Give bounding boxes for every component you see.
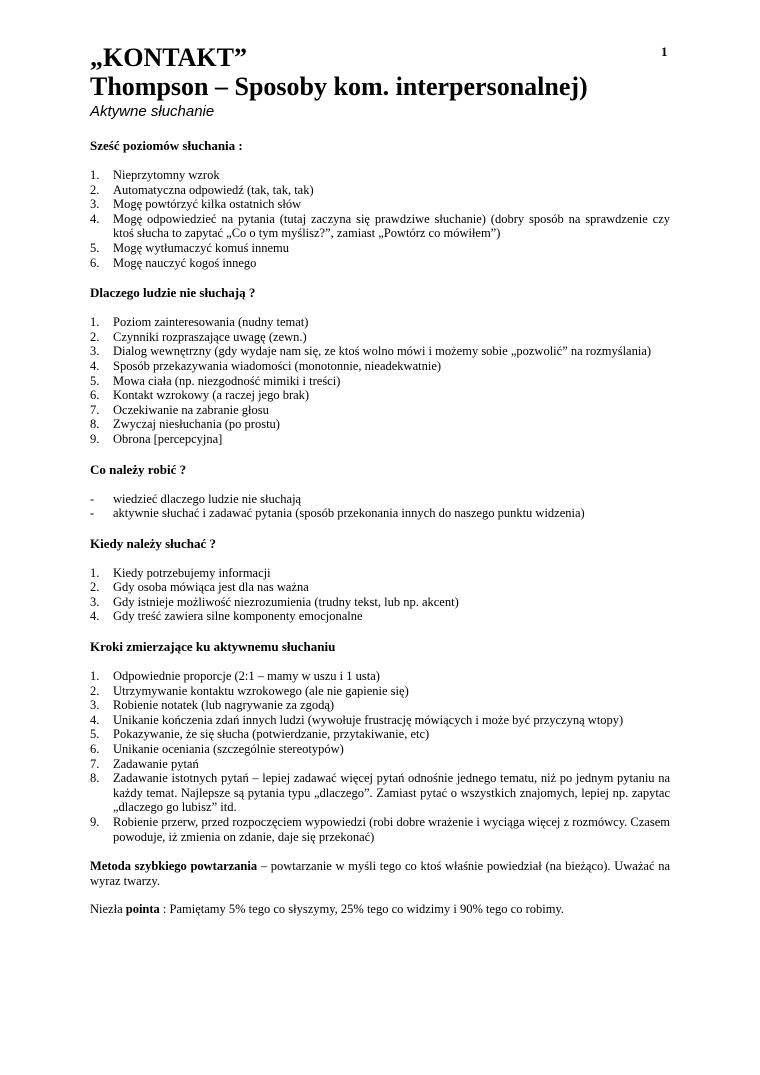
list-item-text: Oczekiwanie na zabranie głosu [113,402,269,417]
list-item [90,432,670,447]
list-item [90,713,670,728]
list-item-text: Unikanie kończenia zdań innych ludzi (wywołuje frustrację mówiących i może być przyczyną wtopy) [113,712,624,727]
point-paragraph [90,902,670,917]
list-item [90,669,670,684]
list-item-text: Obrona [percepcyjna] [113,431,223,446]
point-term: pointa [125,902,160,917]
page-number: 1 [661,44,668,59]
list-item-text: Czynniki rozpraszające uwagę (zewn.) [113,329,307,344]
list-item-number: 8. [90,417,100,432]
list-item [90,742,670,757]
list-item [90,330,670,345]
list-item-text: Pokazywanie, że się słucha (potwierdzanie, przytakiwanie, etc) [113,727,430,742]
list-item [90,566,670,581]
list-listening-levels [90,168,670,270]
list-item-number: - [90,491,95,506]
list-item-number: 2. [90,580,100,595]
list-item-number: 9. [90,431,100,446]
list-item [90,374,670,389]
list-item [90,417,670,432]
list-item [90,727,670,742]
list-item-number: 3. [90,197,100,212]
list-item-number: 2. [90,329,100,344]
list-item [90,595,670,610]
list-item [90,241,670,256]
list-active-listening-steps [90,669,670,844]
list-item-number: 5. [90,240,100,255]
list-item-number: 5. [90,727,100,742]
method-term: Metoda szybkiego powtarzania [90,859,258,874]
list-item-text: aktywnie słuchać i zadawać pytania (sposób przekonania innych do naszego punktu widzenia) [113,506,585,521]
method-paragraph [90,859,670,888]
list-item [90,403,670,418]
list-item-number: 4. [90,358,100,373]
list-item-number: 4. [90,712,100,727]
list-item [90,506,670,521]
document-body [90,44,670,931]
list-item-number: 2. [90,683,100,698]
list-item-text: Odpowiednie proporcje (2:1 – mamy w uszu i 1 usta) [113,669,380,684]
list-item-text: Dialog wewnętrzny (gdy wydaje nam się, ze ktoś wolno mówi i możemy sobie „pozwolić” na rozmyślania) [113,344,652,359]
list-item [90,609,670,624]
list-item-number: 1. [90,315,100,330]
list-item-text: Gdy osoba mówiąca jest dla nas ważna [113,580,309,595]
list-item [90,344,670,359]
list-item [90,256,670,271]
section-heading-listening-levels: Sześć poziomów słuchania : [90,138,243,153]
list-item [90,197,670,212]
list-item-number: 6. [90,388,100,403]
point-text: : Pamiętamy 5% tego co słyszymy, 25% tego co widzimy i 90% tego co robimy. [159,902,565,917]
list-item [90,698,670,713]
document-subtitle-heading: Thompson – Sposoby kom. interpersonalnej) [90,72,588,101]
list-item-number: - [90,506,95,521]
list-item-number: 9. [90,815,100,829]
list-item-text: Utrzymywanie kontaktu wzrokowego (ale nie gapienie się) [113,683,409,698]
list-item-text: Poziom zainteresowania (nudny temat) [113,315,309,330]
list-item-number: 3. [90,344,100,359]
list-item-text: Zwyczaj niesłuchania (po prostu) [113,417,280,432]
list-item-text: Gdy treść zawiera silne komponenty emocjonalne [113,609,363,624]
list-item-text: Nieprzytomny wzrok [113,168,220,182]
list-item-number: 1. [90,565,100,580]
list-item-number: 8. [90,771,100,786]
section-heading-why-not-listen: Dlaczego ludzie nie słuchają ? [90,285,256,301]
list-item [90,183,670,198]
list-item-text: Mogę odpowiedzieć na pytania (tutaj zaczyna się prawdziwe słuchanie) (dobry sposób na sprawdzenie czy ktoś słucha to zapytać „Co o tym myślisz?”, zamiast „Powtórz co mówiłem”) [113,211,670,241]
list-item-number: 7. [90,402,100,417]
list-item [90,359,670,374]
list-why-not-listen [90,315,670,446]
point-prefix: Niezła [90,902,126,917]
list-item-number: 3. [90,698,100,713]
list-item-number: 4. [90,609,100,624]
list-item [90,315,670,330]
list-item-number: 1. [90,669,100,684]
list-item-text: Robienie notatek (lub nagrywanie za zgodą) [113,698,335,713]
list-item-text: Zadawanie istotnych pytań – lepiej zadawać więcej pytań odnośnie jednego tematu, niż po jednym pytaniu na każdy temat. Najlepsze są pytania typu „dlaczego”. Zamiast pytać o wszystkich znajomych, lepiej np. zapytac „dlaczego go lubisz” itd. [113,771,670,815]
list-item-text: Mogę wytłumaczyć komuś innemu [113,240,290,255]
list-item-text: wiedzieć dlaczego ludzie nie słuchają [113,491,302,506]
list-item-text: Automatyczna odpowiedź (tak, tak, tak) [113,182,314,197]
list-item [90,757,670,772]
list-item [90,815,670,844]
list-item-text: Kontakt wzrokowy (a raczej jego brak) [113,388,310,403]
list-item [90,684,670,699]
list-item-text: Kiedy potrzebujemy informacji [113,565,271,580]
list-item-text: Zadawanie pytań [113,756,199,771]
list-what-to-do [90,492,670,521]
list-when-to-listen [90,566,670,624]
list-item-text: Gdy istnieje możliwość niezrozumienia (trudny tekst, lub np. akcent) [113,594,459,609]
list-item-number: 2. [90,182,100,197]
list-item [90,212,670,241]
list-item [90,771,670,815]
list-item-text: Mogę powtórzyć kilka ostatnich słów [113,197,302,212]
list-item-number: 4. [90,211,100,226]
list-item [90,388,670,403]
list-item [90,168,670,183]
list-item [90,580,670,595]
section-heading-what-to-do: Co należy robić ? [90,461,187,477]
document-title: „KONTAKT” [90,43,247,72]
list-item-number: 5. [90,373,100,388]
list-item-text: Sposób przekazywania wiadomości (monotonnie, nieadekwatnie) [113,358,442,373]
section-heading-active-listening-steps: Kroki zmierzające ku aktywnemu słuchaniu [90,639,336,655]
list-item-number: 6. [90,742,100,757]
list-item-text: Mogę nauczyć kogoś innego [113,255,257,270]
list-item-number: 1. [90,168,100,182]
list-item-text: Robienie przerw, przed rozpoczęciem wypowiedzi (robi dobre wrażenie i wyciąga więcej z rozmówcy. Czasem powoduje, iż zmienia on zdanie, daje się przekonać) [113,815,670,844]
list-item-text: Unikanie oceniania (szczególnie stereotypów) [113,742,344,757]
list-item-text: Mowa ciała (np. niezgodność mimiki i treści) [113,373,341,388]
list-item-number: 6. [90,255,100,270]
list-item [90,492,670,507]
list-item-number: 7. [90,756,100,771]
section-heading-when-to-listen: Kiedy należy słuchać ? [90,535,217,551]
list-item-number: 3. [90,594,100,609]
document-subtitle: Aktywne słuchanie [90,103,215,120]
method-text: – powtarzanie w myśli tego co ktoś właśnie powiedział (na bieżąco). Uważać na wyraz twarzy. [90,859,671,888]
